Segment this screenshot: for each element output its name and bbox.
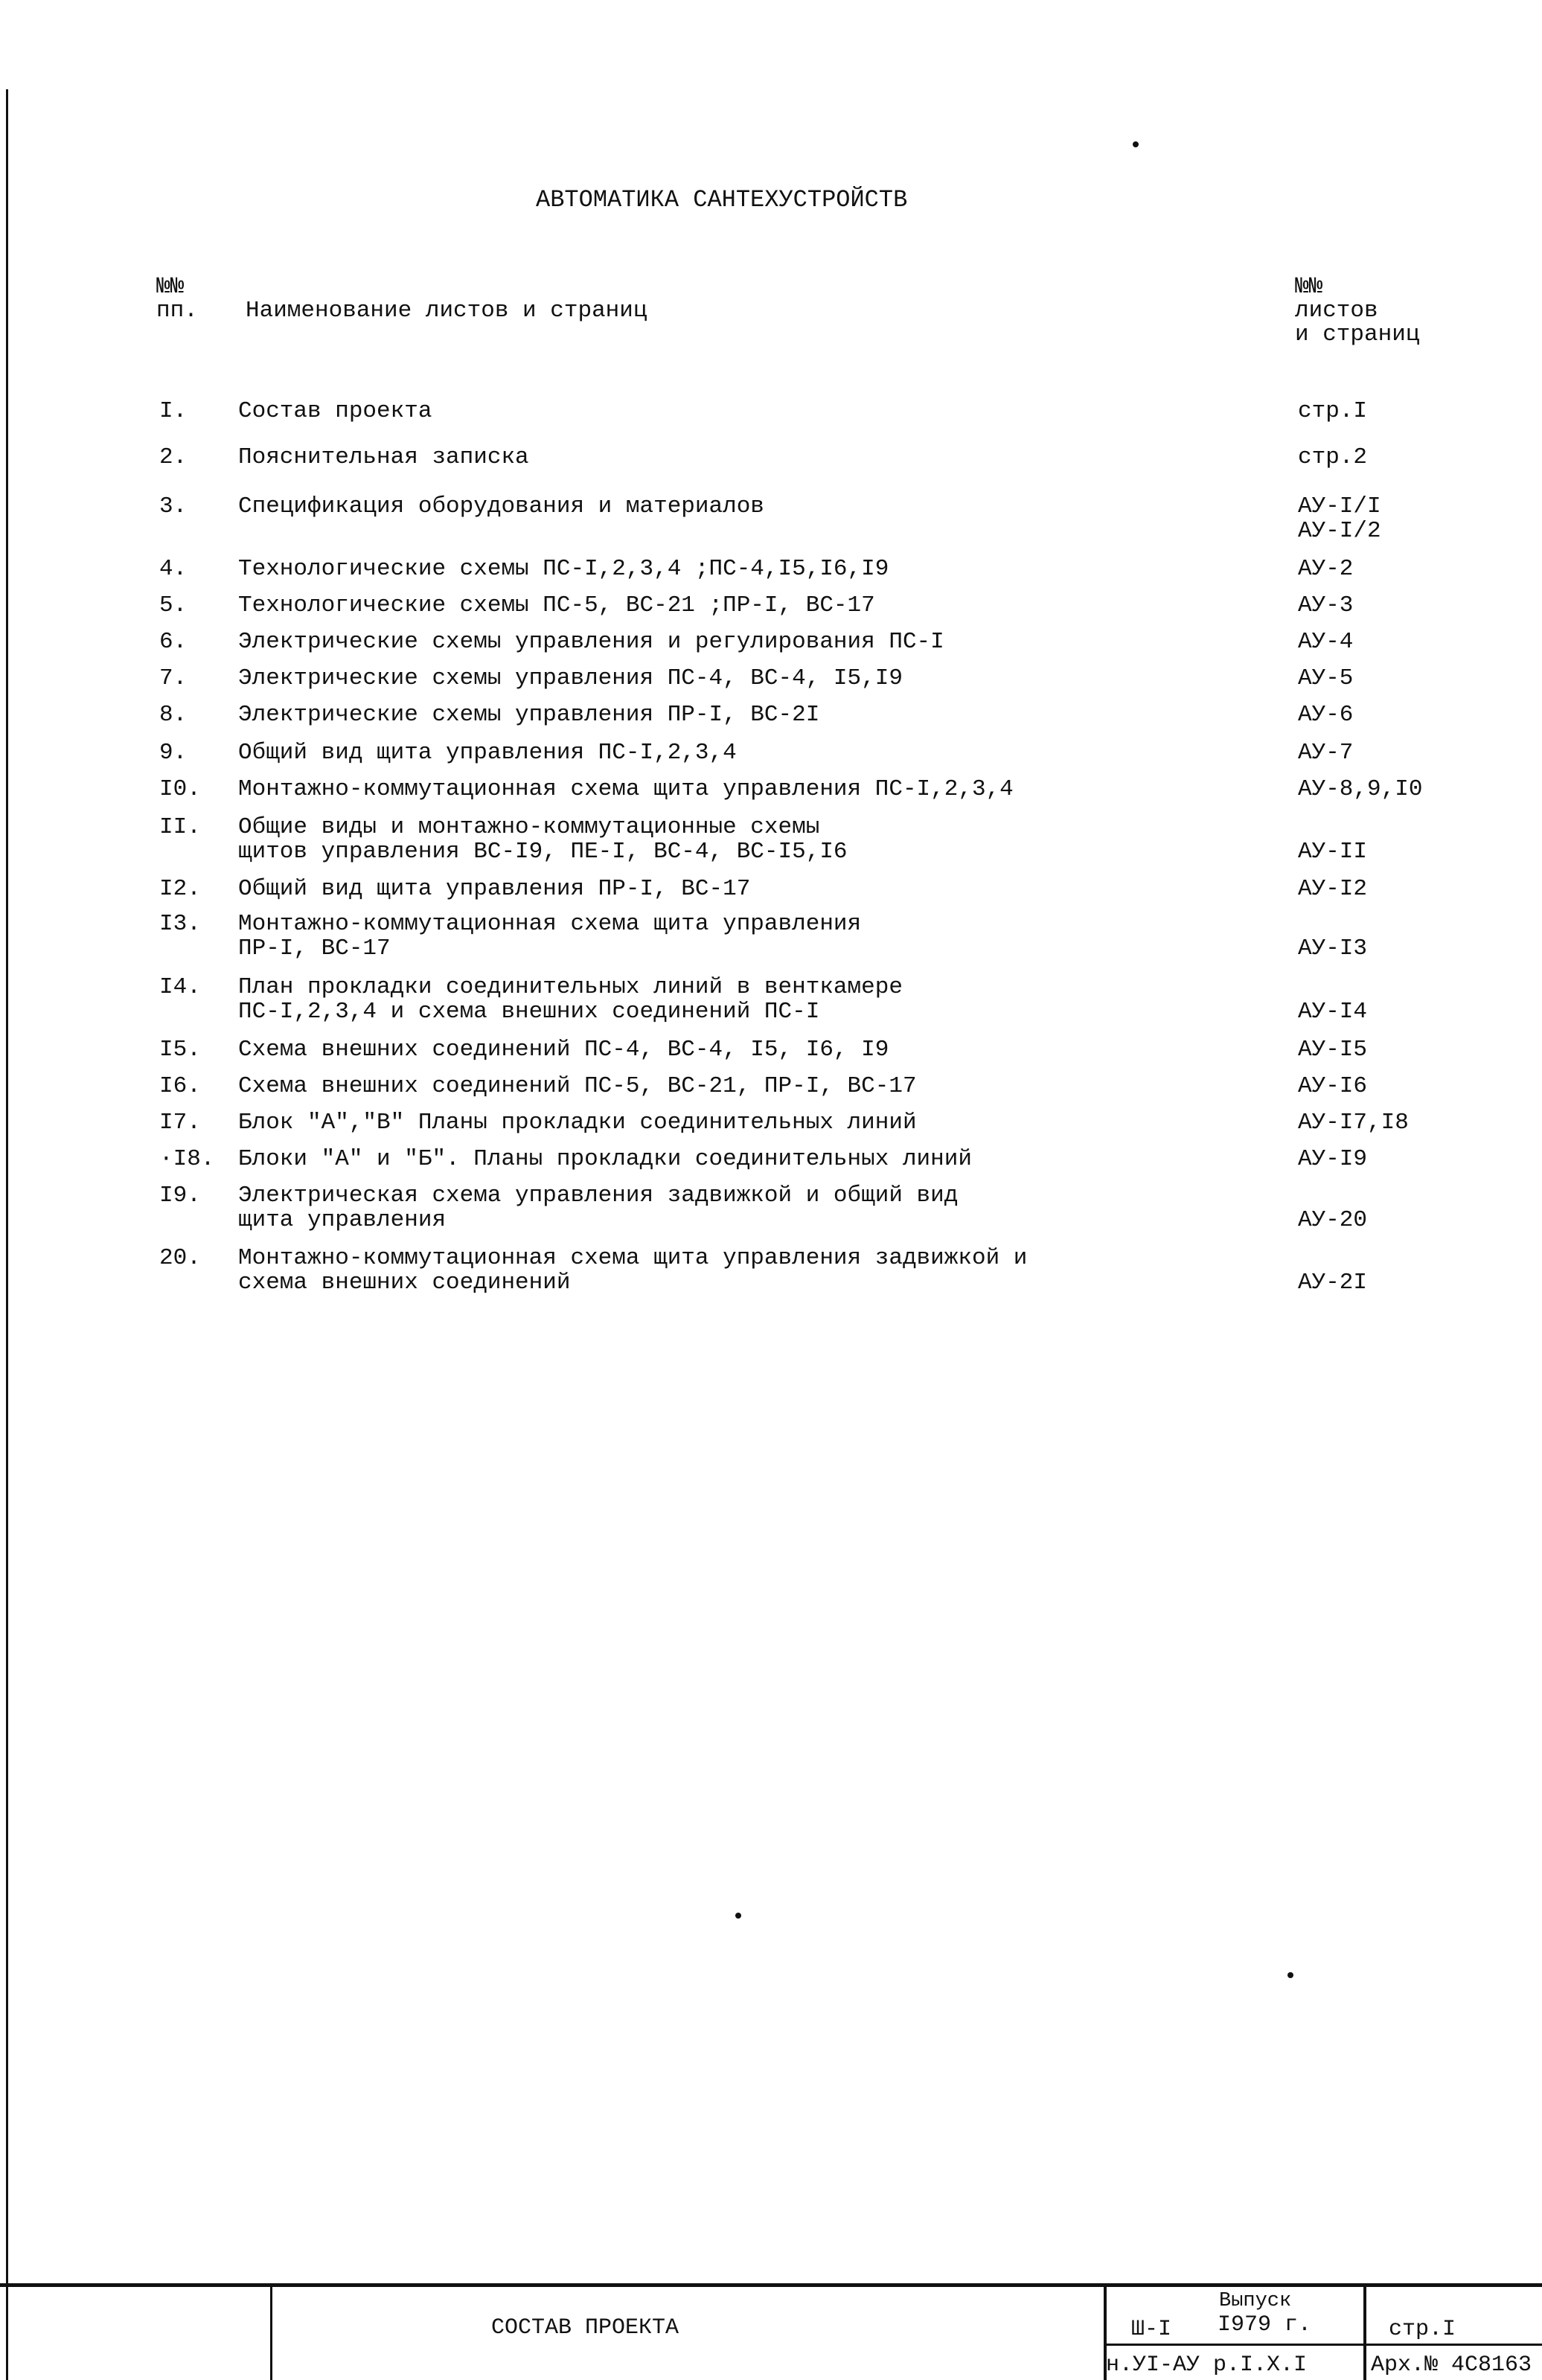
left-border-line — [6, 89, 8, 2380]
speck — [735, 1913, 741, 1919]
item-name: Блоки "А" и "Б". Планы прокладки соединительных линий — [238, 1146, 972, 1172]
item-name: Общий вид щита управления ПС-I,2,3,4 — [238, 740, 737, 766]
document-title: АВТОМАТИКА САНТЕХУСТРОЙСТВ — [536, 186, 908, 214]
item-number: I5. — [159, 1037, 201, 1063]
item-sheet: АУ-I/I АУ-I/2 — [1298, 493, 1381, 544]
item-name: Монтажно-коммутационная схема щита управления ПР-I, ВС-17 — [238, 911, 862, 962]
item-sheet: АУ-I9 — [1298, 1146, 1368, 1172]
item-name: Электрические схемы управления ПС-4, ВС-4, I5,I9 — [238, 665, 903, 691]
item-name: Общий вид щита управления ПР-I, ВС-17 — [238, 876, 751, 902]
item-sheet: АУ-2I — [1298, 1270, 1368, 1296]
item-number: 4. — [159, 556, 188, 582]
item-number: I2. — [159, 876, 201, 902]
item-sheet: стр.I — [1298, 398, 1368, 424]
header-name: Наименование листов и страниц — [246, 298, 647, 324]
item-name: Общие виды и монтажно-коммутационные схемы щитов управления ВС-I9, ПЕ-I, ВС-4, ВС-I5,I6 — [238, 814, 848, 865]
item-name: План прокладки соединительных линий в венткамере ПС-I,2,3,4 и схема внешних соединений ПС-I — [238, 974, 903, 1025]
item-number: I4. — [159, 974, 201, 1000]
item-sheet: АУ-2 — [1298, 556, 1354, 582]
item-sheet: стр.2 — [1298, 444, 1368, 470]
divider — [270, 2287, 272, 2380]
item-sheet: АУ-I6 — [1298, 1073, 1368, 1099]
item-number: I. — [159, 398, 188, 424]
item-sheet: АУ-6 — [1298, 702, 1354, 728]
item-sheet: АУ-3 — [1298, 592, 1354, 618]
item-number: I9. — [159, 1183, 201, 1209]
item-name: Спецификация оборудования и материалов — [238, 493, 764, 519]
item-sheet: АУ-I7,I8 — [1298, 1110, 1409, 1136]
item-number: II. — [159, 814, 201, 840]
item-name: Электрическая схема управления задвижкой и общий вид щита управления — [238, 1183, 959, 1233]
stamp-code: н.УI-АУ р.I.Х.I — [1106, 2352, 1308, 2378]
item-name: Схема внешних соединений ПС-5, ВС-21, ПР-I, ВС-17 — [238, 1073, 917, 1099]
speck — [1133, 141, 1139, 147]
stamp-title: СОСТАВ ПРОЕКТА — [491, 2315, 679, 2341]
divider — [1104, 2344, 1542, 2346]
item-sheet: АУ-4 — [1298, 629, 1354, 655]
stamp-archive: Арх.№ 4С8163 — [1371, 2352, 1532, 2378]
item-name: Пояснительная записка — [238, 444, 529, 470]
header-sheets: №№ листов и страниц — [1295, 274, 1420, 348]
stamp-issue-label: Выпуск — [1219, 2290, 1292, 2312]
item-number: 7. — [159, 665, 188, 691]
item-number: 3. — [159, 493, 188, 519]
item-number: I0. — [159, 776, 201, 802]
item-number: 6. — [159, 629, 188, 655]
item-number: 5. — [159, 592, 188, 618]
item-sheet: АУ-8,9,I0 — [1298, 776, 1423, 802]
item-number: 2. — [159, 444, 188, 470]
divider — [1363, 2287, 1366, 2380]
item-sheet: АУ-I5 — [1298, 1037, 1368, 1063]
item-name: Монтажно-коммутационная схема щита управления ПС-I,2,3,4 — [238, 776, 1014, 802]
header-num: №№ пп. — [156, 274, 198, 324]
item-name: Состав проекта — [238, 398, 432, 424]
item-number: I6. — [159, 1073, 201, 1099]
item-name: Монтажно-коммутационная схема щита управления задвижкой и схема внешних соединений — [238, 1245, 1028, 1296]
item-number: 8. — [159, 702, 188, 728]
item-number: I7. — [159, 1110, 201, 1136]
item-number: 9. — [159, 740, 188, 766]
speck — [1287, 1972, 1293, 1978]
item-sheet: АУ-I2 — [1298, 876, 1368, 902]
item-sheet: АУ-I4 — [1298, 999, 1368, 1025]
item-number: I3. — [159, 911, 201, 937]
item-name: Схема внешних соединений ПС-4, ВС-4, I5, I6, I9 — [238, 1037, 889, 1063]
title-block — [0, 2283, 1542, 2380]
item-sheet: АУ-II — [1298, 839, 1368, 865]
item-number: ·I8. — [159, 1146, 215, 1172]
item-sheet: АУ-20 — [1298, 1207, 1368, 1233]
item-name: Электрические схемы управления ПР-I, ВС-2I — [238, 702, 820, 728]
stamp-year: I979 г. — [1218, 2312, 1312, 2338]
item-number: 20. — [159, 1245, 201, 1271]
item-sheet: АУ-7 — [1298, 740, 1354, 766]
stamp-series: Ш-I — [1131, 2317, 1172, 2342]
item-name: Электрические схемы управления и регулирования ПС-I — [238, 629, 944, 655]
item-name: Технологические схемы ПС-I,2,3,4 ;ПС-4,I5,I6,I9 — [238, 556, 889, 582]
item-sheet: АУ-5 — [1298, 665, 1354, 691]
item-name: Блок "А","В" Планы прокладки соединительных линий — [238, 1110, 917, 1136]
stamp-page: стр.I — [1389, 2317, 1456, 2342]
item-name: Технологические схемы ПС-5, ВС-21 ;ПР-I, ВС-17 — [238, 592, 875, 618]
item-sheet: АУ-I3 — [1298, 935, 1368, 962]
